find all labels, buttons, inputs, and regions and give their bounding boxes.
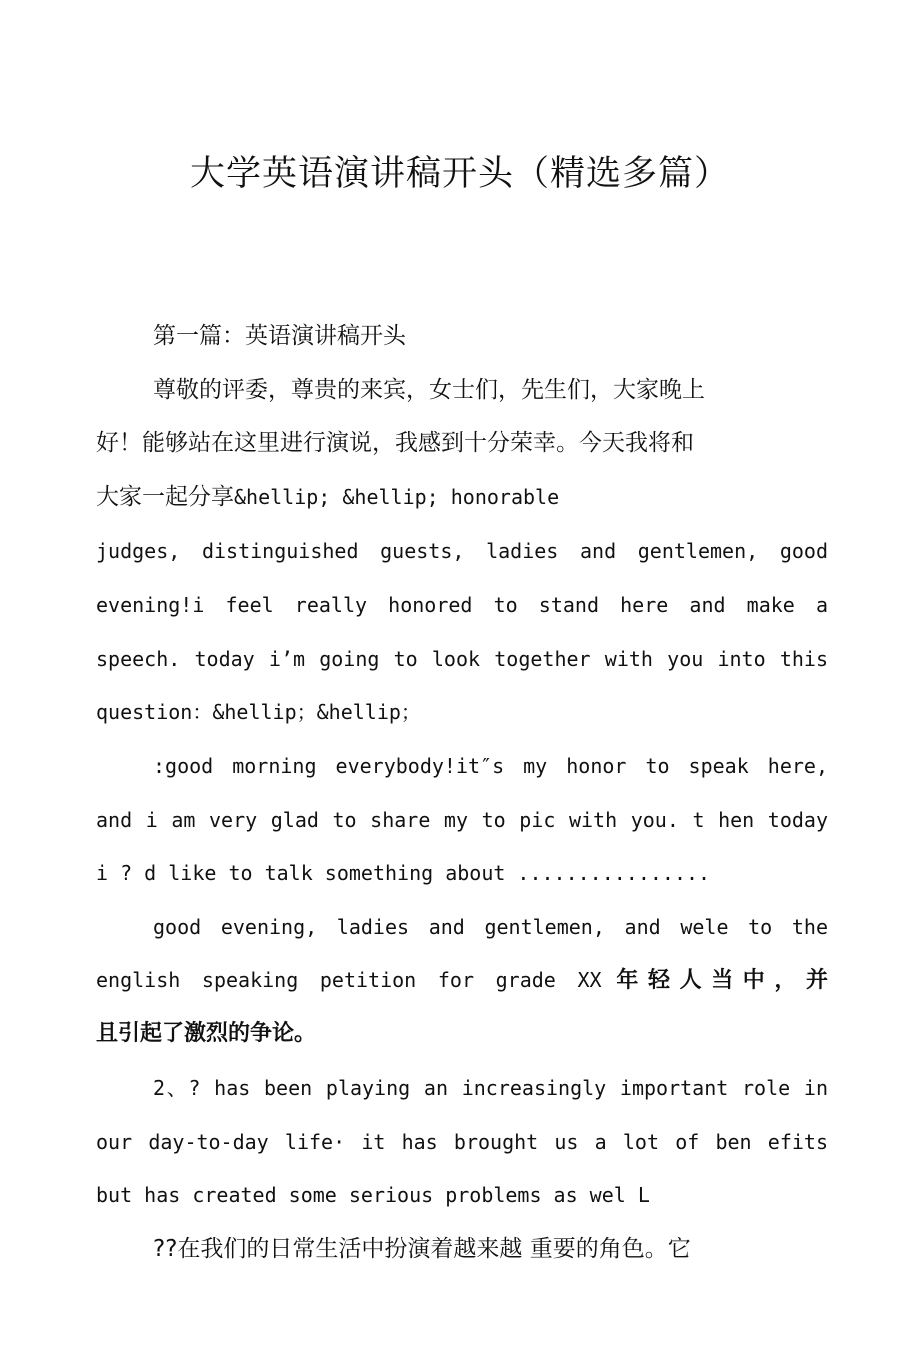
document-title: 大学英语演讲稿开头（精选多篇） (189, 154, 730, 194)
paragraph-line: speech. today i’m going to look together with you into this (96, 647, 828, 671)
paragraph-line: our day-to-day life· it has brought us a lot of ben efits (96, 1130, 828, 1154)
paragraph-line (96, 965, 828, 996)
paragraph-text: english speaking petition for grade XX (96, 968, 602, 992)
paragraph-text: 大家一起分享 (96, 484, 234, 510)
paragraph-line: evening!i feel really honored to stand here and make a (96, 593, 828, 617)
paragraph-line: ??在我们的日常生活中扮演着越来越 重要的角色。它 (153, 1236, 691, 1262)
paragraph-line: 好！能够站在这里进行演说，我感到十分荣幸。今天我将和 (96, 430, 694, 456)
paragraph-line: 2、? has been playing an increasingly important role in (153, 1076, 828, 1100)
paragraph-line: but has created some serious problems as wel L (96, 1183, 650, 1207)
paragraph-line: i ? d like to talk something about ................ (96, 861, 711, 885)
paragraph-line: judges, distinguished guests, ladies and gentlemen, good (96, 539, 828, 563)
section-heading: 第一篇：英语演讲稿开头 (153, 323, 406, 349)
paragraph-text-bold: 年轻人当中，并 (616, 968, 828, 993)
paragraph-line: and i am very glad to share my to pic with you. t hen today (96, 808, 828, 832)
paragraph-text: &hellip; &hellip; honorable (234, 485, 560, 509)
paragraph-line: good evening, ladies and gentlemen, and wele to the (153, 915, 828, 939)
paragraph-line: :good morning everybody!it″s my honor to speak here, (153, 754, 828, 778)
paragraph-line-bold: 且引起了激烈的争论。 (96, 1021, 317, 1046)
paragraph-line (96, 482, 828, 512)
paragraph-line: question：&hellip；&hellip； (96, 700, 421, 724)
paragraph-line: 尊敬的评委，尊贵的来宾，女士们，先生们，大家晚上 (153, 377, 705, 403)
